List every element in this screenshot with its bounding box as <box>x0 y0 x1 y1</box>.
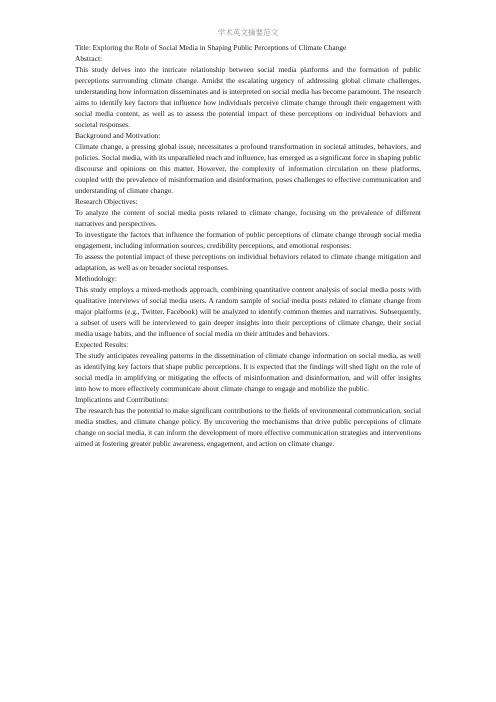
objective-item-1: To analyze the content of social media posts related to climate change, focusing on the prevalence of different narratives and perspectives. <box>75 208 421 228</box>
document-page <box>75 28 421 449</box>
implications-heading: Implications and Contributions: <box>75 395 170 404</box>
objective-item-2: To investigate the factors that influence the formation of public perceptions of climate change through social media engagement, including information sources, credibility perceptions, and emotional responses. <box>75 230 421 250</box>
abstract-text: This study delves into the intricate relationship between social media platforms and the formation of public perceptions surrounding climate change. Amidst the escalating urgency of addressing global climate challenges, understanding how information disseminates and is interpreted on social media has become paramount. The research aims to identify key factors that influence how individuals perceive climate change through their engagement with social media content, as well as to assess the potential impact of these perceptions on individual behaviors and societal responses. <box>75 65 421 129</box>
results-heading: Expected Results: <box>75 340 129 349</box>
abstract-heading: Abstract: <box>75 54 103 63</box>
implications-text: The research has the potential to make significant contributions to the fields of environmental communication, social media studies, and climate change policy. By uncovering the mechanisms that drive public perceptions of climate change on social media, it can inform the development of more effective communication strategies and interventions aimed at fostering greater public awareness, engagement, and action on climate change. <box>75 406 421 448</box>
page-header: 学术英文摘要范文 <box>217 28 279 37</box>
document-title: Title: Exploring the Role of Social Media in Shaping Public Perceptions of Climate Change <box>75 43 347 52</box>
results-text: The study anticipates revealing patterns in the dissemination of climate change information on social media, as well as identifying key factors that shape public perceptions. It is expected that the findings will shed light on the role of social media in amplifying or mitigating the effects of misinformation and disinformation, and will offer insights into how to more effectively communicate about climate change to engage and mobilize the public. <box>75 351 421 393</box>
background-text: Climate change, a pressing global issue, necessitates a profound transformation in societal attitudes, behaviors, and policies. Social media, with its unparalleled reach and influence, has emerged as a significant force in shaping public discourse and opinions on this matter. However, the complexity of information circulation on these platforms, coupled with the prevalence of misinformation and disinformation, poses challenges to effective communication and understanding of climate change. <box>75 142 421 195</box>
background-heading: Background and Motivation: <box>75 131 161 140</box>
methodology-heading: Methodology: <box>75 274 117 283</box>
objective-item-3: To assess the potential impact of these perceptions on individual behaviors related to climate change mitigation and adaptation, as well as on broader societal responses. <box>75 252 421 272</box>
objectives-heading: Research Objectives: <box>75 197 138 206</box>
methodology-text: This study employs a mixed-methods approach, combining quantitative content analysis of social media posts with qualitative interviews of social media users. A random sample of social media posts related to climate change from major platforms (e.g., Twitter, Facebook) will be analyzed to identify common themes and narratives. Subsequently, a subset of users will be interviewed to gain deeper insights into their perceptions of climate change, their social media usage habits, and the influence of social media on their attitudes and behaviors. <box>75 285 421 338</box>
